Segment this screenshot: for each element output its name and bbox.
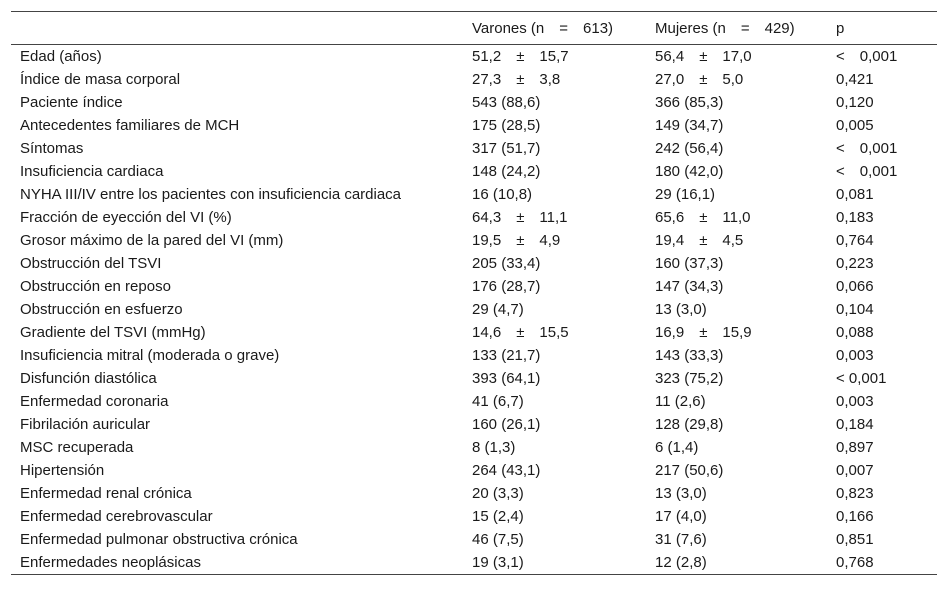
mujeres-cell: 11 (2,6) [655, 393, 706, 410]
table-row [11, 298, 937, 321]
table-row [11, 114, 937, 137]
table-row [11, 229, 937, 252]
p-value-cell: < 0,001 [836, 140, 898, 157]
table-row [11, 275, 937, 298]
table-row [11, 505, 937, 528]
header-p-value: p [835, 12, 937, 45]
p-value-cell: 0,066 [836, 278, 874, 295]
variable-cell: Enfermedad cerebrovascular [20, 508, 213, 525]
comparison-table [11, 12, 937, 574]
mujeres-cell: 128 (29,8) [655, 416, 724, 433]
mujeres-cell: 12 (2,8) [655, 554, 707, 571]
varones-cell: 317 (51,7) [472, 140, 541, 157]
p-value-cell: 0,823 [836, 485, 874, 502]
table-row [11, 482, 937, 505]
varones-cell: 8 (1,3) [472, 439, 516, 456]
p-value-cell: 0,184 [836, 416, 874, 433]
mujeres-cell: 217 (50,6) [655, 462, 724, 479]
p-value-cell: 0,120 [836, 94, 874, 111]
mujeres-cell: 6 (1,4) [655, 439, 699, 456]
mujeres-cell: 29 (16,1) [655, 186, 716, 203]
variable-cell: NYHA III/IV entre los pacientes con insuficiencia cardiaca [20, 186, 402, 203]
table-body [11, 45, 937, 575]
varones-cell: 29 (4,7) [472, 301, 524, 318]
variable-cell: Obstrucción en reposo [20, 278, 171, 295]
p-value-cell: 0,005 [836, 117, 874, 134]
mujeres-cell: 13 (3,0) [655, 301, 707, 318]
p-value-cell: 0,183 [836, 209, 874, 226]
p-value-cell: 0,223 [836, 255, 874, 272]
p-value-cell: < 0,001 [836, 370, 887, 387]
mujeres-cell: 160 (37,3) [655, 255, 724, 272]
variable-cell: Insuficiencia mitral (moderada o grave) [20, 347, 280, 364]
p-value-cell: 0,166 [836, 508, 874, 525]
varones-cell: 264 (43,1) [472, 462, 541, 479]
mujeres-cell: 19,4 ± 4,5 [655, 232, 744, 249]
table-row [11, 206, 937, 229]
table-header-row [11, 12, 937, 45]
mujeres-cell: 180 (42,0) [655, 163, 724, 180]
p-value-cell: 0,081 [836, 186, 874, 203]
mujeres-cell: 323 (75,2) [655, 370, 724, 387]
variable-cell: Enfermedades neoplásicas [20, 554, 201, 571]
mujeres-cell: 56,4 ± 17,0 [655, 48, 752, 65]
varones-cell: 175 (28,5) [472, 117, 541, 134]
variable-cell: Insuficiencia cardiaca [20, 163, 164, 180]
variable-cell: Enfermedad coronaria [20, 393, 169, 410]
p-value-cell: 0,088 [836, 324, 874, 341]
variable-cell: Enfermedad pulmonar obstructiva crónica [20, 531, 298, 548]
table-row [11, 413, 937, 436]
p-value-cell: 0,851 [836, 531, 874, 548]
varones-cell: 133 (21,7) [472, 347, 541, 364]
variable-cell: Grosor máximo de la pared del VI (mm) [20, 232, 284, 249]
varones-cell: 148 (24,2) [472, 163, 541, 180]
p-value-cell: 0,768 [836, 554, 874, 571]
mujeres-cell: 242 (56,4) [655, 140, 724, 157]
variable-cell: Gradiente del TSVI (mmHg) [20, 324, 206, 341]
variable-cell: Paciente índice [20, 94, 123, 111]
mujeres-cell: 16,9 ± 15,9 [655, 324, 752, 341]
table-row [11, 91, 937, 114]
varones-cell: 393 (64,1) [472, 370, 541, 387]
mujeres-cell: 149 (34,7) [655, 117, 724, 134]
p-value-cell: 0,003 [836, 393, 874, 410]
table-row [11, 528, 937, 551]
varones-cell: 19 (3,1) [472, 554, 524, 571]
varones-cell: 15 (2,4) [472, 508, 524, 525]
variable-cell: Obstrucción del TSVI [20, 255, 162, 272]
header-mujeres: Mujeres (n = 429) [654, 12, 835, 45]
varones-cell: 16 (10,8) [472, 186, 533, 203]
p-value-cell: 0,104 [836, 301, 874, 318]
mujeres-cell: 27,0 ± 5,0 [655, 71, 744, 88]
varones-cell: 27,3 ± 3,8 [472, 71, 561, 88]
variable-cell: Edad (años) [20, 48, 102, 65]
comparison-table-container [11, 11, 937, 575]
table-row [11, 459, 937, 482]
mujeres-cell: 31 (7,6) [655, 531, 707, 548]
mujeres-cell: 17 (4,0) [655, 508, 707, 525]
varones-cell: 205 (33,4) [472, 255, 541, 272]
p-value-cell: 0,007 [836, 462, 874, 479]
varones-cell: 64,3 ± 11,1 [472, 209, 568, 226]
varones-cell: 41 (6,7) [472, 393, 524, 410]
table-row [11, 137, 937, 160]
variable-cell: Fibrilación auricular [20, 416, 151, 433]
mujeres-cell: 13 (3,0) [655, 485, 707, 502]
varones-cell: 51,2 ± 15,7 [472, 48, 569, 65]
mujeres-cell: 143 (33,3) [655, 347, 724, 364]
varones-cell: 14,6 ± 15,5 [472, 324, 569, 341]
p-value-cell: < 0,001 [836, 48, 898, 65]
variable-cell: Fracción de eyección del VI (%) [20, 209, 232, 226]
header-varones: Varones (n = 613) [471, 12, 654, 45]
variable-cell: Disfunción diastólica [20, 370, 157, 387]
p-value-cell: < 0,001 [836, 163, 898, 180]
varones-cell: 19,5 ± 4,9 [472, 232, 561, 249]
p-value-cell: 0,897 [836, 439, 874, 456]
varones-cell: 160 (26,1) [472, 416, 541, 433]
variable-cell: Índice de masa corporal [20, 71, 181, 88]
variable-cell: Síntomas [20, 140, 84, 157]
varones-cell: 176 (28,7) [472, 278, 541, 295]
p-value-cell: 0,764 [836, 232, 874, 249]
varones-cell: 46 (7,5) [472, 531, 524, 548]
table-row [11, 45, 937, 69]
variable-cell: Enfermedad renal crónica [20, 485, 192, 502]
p-value-cell: 0,003 [836, 347, 874, 364]
mujeres-cell: 65,6 ± 11,0 [655, 209, 751, 226]
varones-cell: 20 (3,3) [472, 485, 524, 502]
table-row [11, 321, 937, 344]
table-row [11, 436, 937, 459]
p-value-cell: 0,421 [836, 71, 874, 88]
variable-cell: Antecedentes familiares de MCH [20, 117, 240, 134]
table-row [11, 68, 937, 91]
table-row [11, 344, 937, 367]
table-row [11, 160, 937, 183]
variable-cell: Obstrucción en esfuerzo [20, 301, 183, 318]
table-row [11, 367, 937, 390]
table-row [11, 390, 937, 413]
variable-cell: Hipertensión [20, 462, 105, 479]
table-row [11, 183, 937, 206]
mujeres-cell: 366 (85,3) [655, 94, 724, 111]
variable-cell: MSC recuperada [20, 439, 134, 456]
varones-cell: 543 (88,6) [472, 94, 541, 111]
table-row [11, 252, 937, 275]
table-row [11, 551, 937, 574]
header-variable [11, 12, 471, 45]
mujeres-cell: 147 (34,3) [655, 278, 724, 295]
